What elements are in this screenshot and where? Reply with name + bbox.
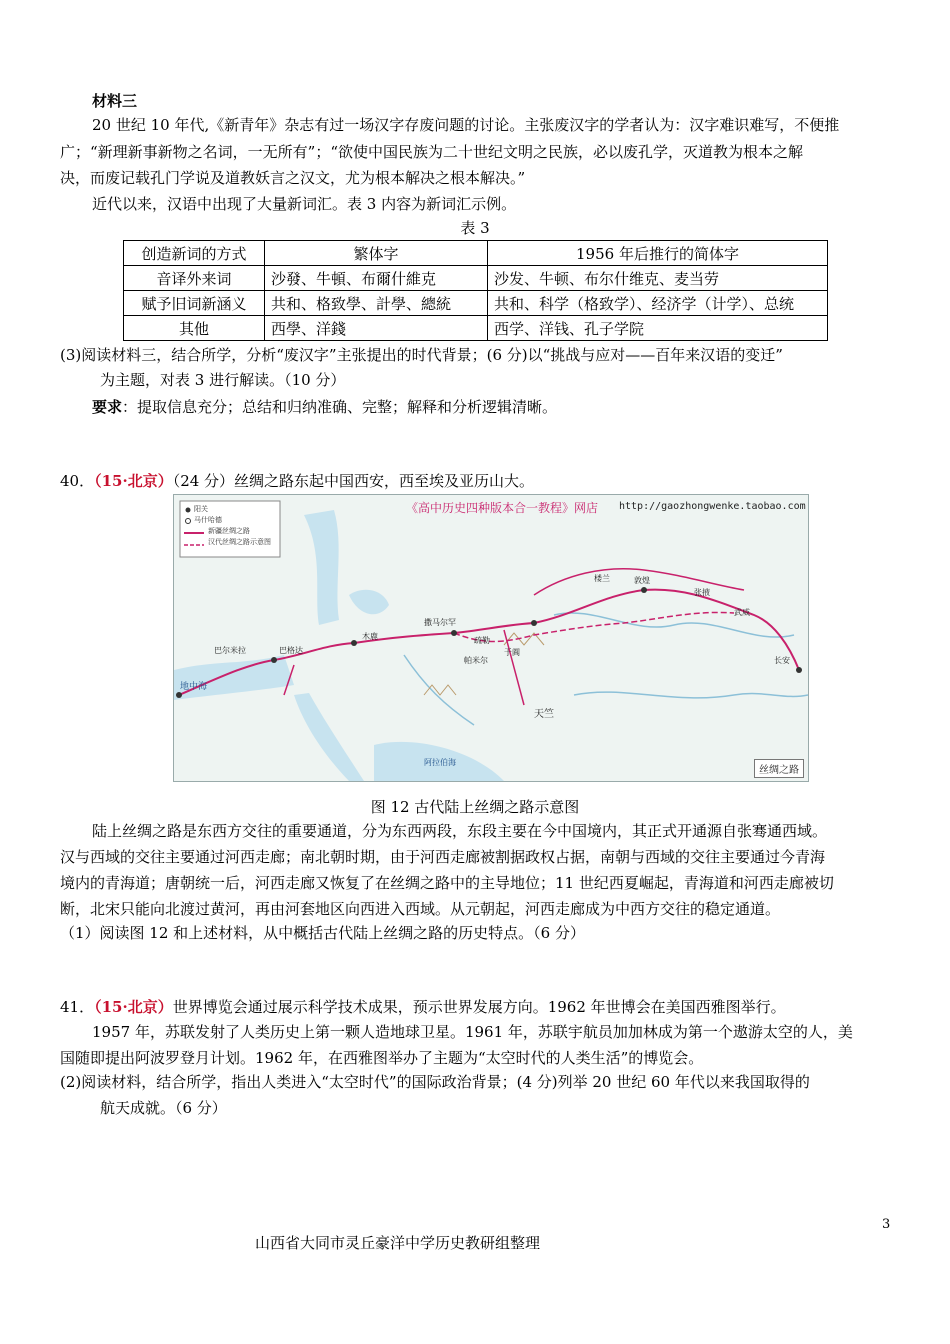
question-number: 40． <box>60 472 95 490</box>
table-row <box>124 266 828 291</box>
legend-item: 阳关 <box>194 505 208 513</box>
table-header-cell: 繁体字 <box>265 241 488 266</box>
material3-line-3: 决，而废记载孔门学说及道教妖言之汉文，尤为根本解决之根本解决。” <box>60 169 526 187</box>
material3-line-1: 20 世纪 10 年代,《新青年》杂志有过一场汉字存废问题的讨论。主张废汉字的学者认为：汉字难识难写，不便推 <box>92 116 840 134</box>
map-label-samarkand: 撒马尔罕 <box>424 618 456 627</box>
requirement-line <box>92 396 557 418</box>
table-header-cell: 创造新词的方式 <box>124 241 265 266</box>
page-number: 3 <box>882 1217 891 1232</box>
legend-item: 汉代丝绸之路示意图 <box>208 538 271 546</box>
question40-line <box>60 470 534 492</box>
map-label-zhangye: 张掖 <box>694 588 710 597</box>
table-cell: 西學、洋錢 <box>265 316 488 341</box>
table-header-cell: 1956 年后推行的简体字 <box>488 241 828 266</box>
q41-sub-question-line-2: 航天成就。（6 分） <box>100 1099 227 1117</box>
map-label-wuwei: 武威 <box>734 608 750 617</box>
table-row <box>124 291 828 316</box>
figure-caption: 图 12 古代陆上丝绸之路示意图 <box>370 798 580 816</box>
table-cell: 沙發、牛頓、布爾什維克 <box>265 266 488 291</box>
map-label-changan: 长安 <box>774 656 790 665</box>
map-label-mediterranean: 地中海 <box>180 682 208 692</box>
map-stamp: 丝绸之路 <box>754 759 804 778</box>
q40-para-line-2: 汉与西域的交往主要通过河西走廊；南北朝时期，由于河西走廊被割据政权占据，南朝与西域的交往主要通过今青海 <box>60 848 826 866</box>
table-cell: 共和、科学（格致学）、经济学（计学）、总统 <box>488 291 828 316</box>
map-label-baghdad: 巴格达 <box>279 646 303 655</box>
q41-sub-question-line-1: (2)阅读材料，结合所学，指出人类进入“太空时代”的国际政治背景；(4 分)列举 20 世纪 60 年代以来我国取得的 <box>60 1073 810 1091</box>
table-cell: 赋予旧词新涵义 <box>124 291 265 316</box>
map-label-palmyra: 巴尔米拉 <box>214 646 246 655</box>
q41-para-line-2: 国随即提出阿波罗登月计划。1962 年，在西雅图举办了主题为“太空时代的人类生活”的博览会。 <box>60 1049 704 1067</box>
map-banner: 《高中历史四种版本合一教程》网店 <box>406 501 599 515</box>
material3-heading: 材料三 <box>92 92 138 110</box>
material3-line-4: 近代以来，汉语中出现了大量新词汇。表 3 内容为新词汇示例。 <box>92 195 517 213</box>
question-source: （15·北京） <box>94 998 173 1016</box>
requirement-label: 要求 <box>92 398 123 416</box>
question3-line-1: (3)阅读材料三，结合所学，分析“废汉字”主张提出的时代背景；(6 分)以“挑战与应对——百年来汉语的变迁” <box>60 346 783 364</box>
map-label-loulan: 楼兰 <box>594 574 610 583</box>
map-label-khotan: 于阗 <box>504 648 520 657</box>
legend-item: 新疆丝绸之路 <box>208 527 250 535</box>
question41-line <box>60 996 786 1018</box>
q40-para-line-3: 境内的青海道；唐朝统一后，河西走廊又恢复了在丝绸之路中的主导地位；11 世纪西夏崛起，青海道和河西走廊被切 <box>60 874 834 892</box>
question-number: 41． <box>60 998 95 1016</box>
table-row <box>124 316 828 341</box>
table-cell: 沙发、牛顿、布尔什维克、麦当劳 <box>488 266 828 291</box>
map-label-arabian-sea: 阿拉伯海 <box>424 758 456 767</box>
map-url: http://gaozhongwenke.taobao.com <box>619 501 806 512</box>
map-legend <box>194 504 271 548</box>
requirement-text: ：提取信息充分；总结和归纳准确、完整；解释和分析逻辑清晰。 <box>122 398 558 416</box>
page-footer: 山西省大同市灵丘豪洋中学历史教研组整理 <box>255 1234 541 1252</box>
map-label-merv: 木鹿 <box>362 632 378 641</box>
silk-road-map <box>173 494 809 782</box>
question-text: （24 分）丝绸之路东起中国西安，西至埃及亚历山大。 <box>172 472 535 490</box>
material3-line-2: 广；“新理新事新物之名词，一无所有”；“欲使中国民族为二十世纪文明之民族，必以废孔学，灭道教为根本之解 <box>60 143 804 161</box>
table-header-row <box>124 241 828 266</box>
q41-para-line-1: 1957 年，苏联发射了人类历史上第一颗人造地球卫星。1961 年，苏联宇航员加加林成为第一个遨游太空的人，美 <box>92 1023 853 1041</box>
table-cell: 西学、洋钱、孔子学院 <box>488 316 828 341</box>
map-label-india: 天竺 <box>534 709 554 720</box>
table3-title: 表 3 <box>460 219 490 237</box>
map-label-dunhuang: 敦煌 <box>634 576 650 585</box>
question3-line-2: 为主题，对表 3 进行解读。（10 分） <box>100 371 346 389</box>
table-cell: 其他 <box>124 316 265 341</box>
table3 <box>123 240 828 341</box>
question-text: 世界博览会通过展示科学技术成果，预示世界发展方向。1962 年世博会在美国西雅图举行。 <box>172 998 786 1016</box>
table-cell: 共和、格致學、計學、總統 <box>265 291 488 316</box>
question-source: （15·北京） <box>94 472 173 490</box>
legend-item: 马什哈德 <box>194 516 222 524</box>
q40-sub-question: （1）阅读图 12 和上述材料，从中概括古代陆上丝绸之路的历史特点。（6 分） <box>60 924 585 942</box>
q40-para-line-1: 陆上丝绸之路是东西方交往的重要通道，分为东西两段，东段主要在今中国境内，其正式开通源自张骞通西域。 <box>92 822 828 840</box>
map-label-kashgar: 疏勒 <box>474 636 490 645</box>
q40-para-line-4: 断，北宋只能向北渡过黄河，再由河套地区向西进入西域。从元朝起，河西走廊成为中西方交往的稳定通道。 <box>60 900 781 918</box>
map-label-pamir: 帕米尔 <box>464 656 488 665</box>
table-cell: 音译外来词 <box>124 266 265 291</box>
